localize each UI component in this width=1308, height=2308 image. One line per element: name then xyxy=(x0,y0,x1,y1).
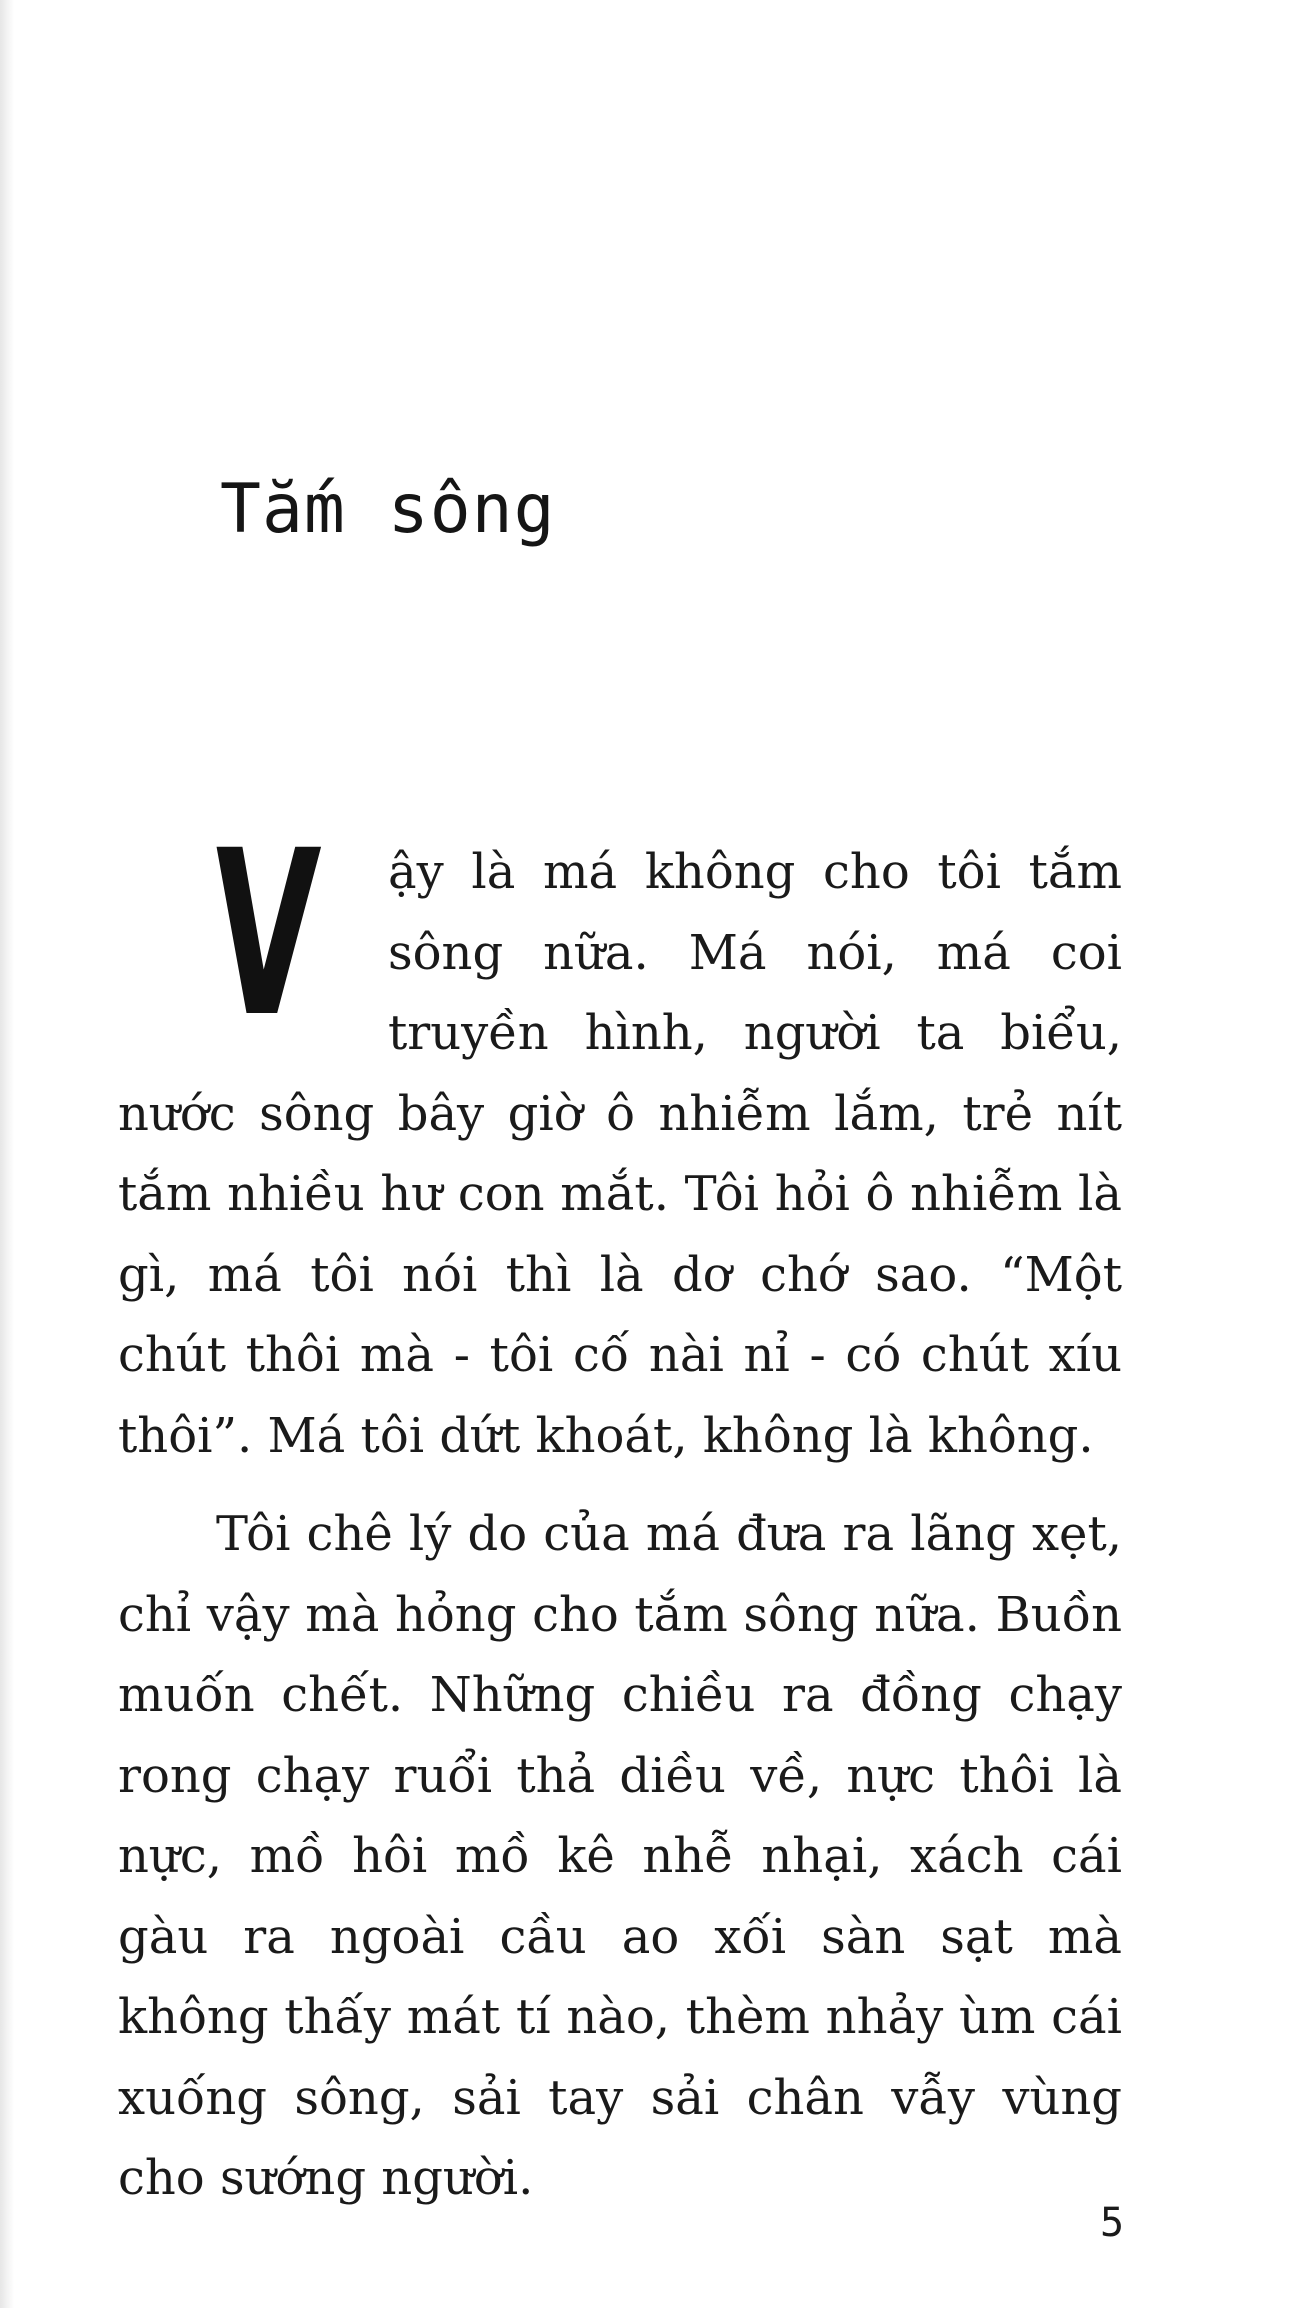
chapter-body xyxy=(118,801,1122,2219)
paragraph-2: Tôi chê lý do của má đưa ra lãng xẹt, chỉ vậy mà hỏng cho tắm sông nữa. Buồn muốn chết. Những chiều ra đồng chạy rong chạy ruổi thả diều về, nực thôi là nực, mồ hôi mồ kê nhễ nhại, xách cái gàu ra ngoài cầu ao xối sàn sạt mà không thấy mát tí nào, thèm nhảy ùm cái xuống sông, sải tay sải chân vẫy vùng cho sướng người. xyxy=(118,1506,1122,2206)
paragraph-1 xyxy=(118,801,1122,1476)
paragraph-1-text: ậy là má không cho tôi tắm sông nữa. Má nói, má coi truyền hình, người ta biểu, nước sông bây giờ ô nhiễm lắm, trẻ nít tắm nhiều hư con mắt. Tôi hỏi ô nhiễm là gì, má tôi nói thì là dơ chớ sao. “Một chút thôi mà - tôi cố nài nỉ - có chút xíu thôi”. Má tôi dứt khoát, không là không. xyxy=(118,844,1122,1464)
drop-cap: V xyxy=(206,801,324,1067)
page-number: 5 xyxy=(1100,2200,1125,2246)
chapter-title: Tắm sông xyxy=(220,470,556,549)
page-edge-shadow xyxy=(0,0,14,2308)
